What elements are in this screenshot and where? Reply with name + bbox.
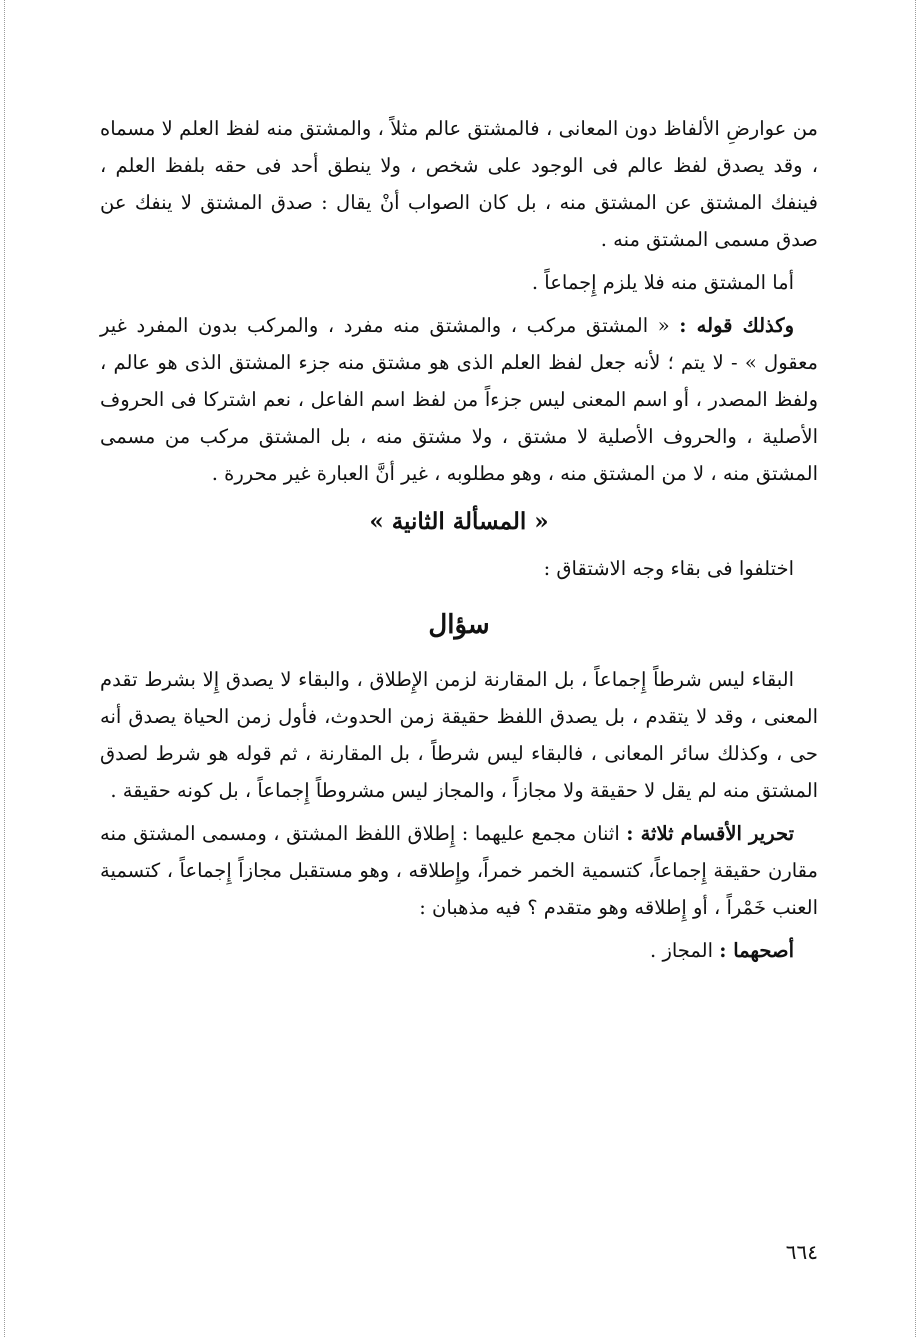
page-edge-left xyxy=(4,0,5,1337)
question-heading: سؤال xyxy=(428,610,490,640)
section-heading: « المسألة الثانية » xyxy=(369,508,549,535)
paragraph-3-lead: وكذلك قوله : xyxy=(679,314,794,337)
question-paragraph: البقاء ليس شرطاً إِجماعاً ، بل المقارنة لزمن الإِطلاق ، والبقاء لا يصدق إِلا بشرط تقدم المعنى ، وقد لا يتقدم ، بل يصدق اللفظ حقيقة زمن الحدوث، فأول زمن الحياة يصدق أنه حى ، وكذلك سائر المعانى ، فالبقاء ليس شرطاً ، بل المقارنة ، ثم قوله هو شرط لصدق المشتق منه لم يقل لا حقيقة ولا مجازاً ، والمجاز ليس مشروطاً إِجماعاً ، بل كونه حقيقة . xyxy=(100,668,818,802)
last-paragraph-lead: أصحهما : xyxy=(719,939,794,962)
tahrir-text: اثنان مجمع عليهما : إِطلاق اللفظ المشتق ، ومسمى المشتق منه مقارن حقيقة إِجماعاً، كتسمية الخمر خمراً، وإِطلاقه ، وهو مستقبل مجازاً إِجماعاً ، كتسمية العنب خَمْراً ، أو إِطلاقه وهو متقدم ؟ فيه مذهبان : xyxy=(100,822,818,919)
last-paragraph xyxy=(100,932,818,969)
paragraph-1: من عوارضِ الألفاظ دون المعانى ، فالمشتق عالم مثلاً ، والمشتق منه لفظ العلم لا مسماه ، وقد يصدق لفظ عالم فى الوجود على شخص ، ولا ينطق أحد فى حقه بلفظ العلم ، فينفك المشتق عن المشتق منه ، بل كان الصواب أنْ يقال : صدق المشتق لا ينفك عن صدق مسمى المشتق منه . xyxy=(100,117,818,251)
paragraph-3 xyxy=(100,307,818,492)
page-body xyxy=(100,110,818,969)
section-intro: اختلفوا فى بقاء وجه الاشتقاق : xyxy=(543,557,794,580)
tahrir-lead: تحرير الأقسام ثلاثة : xyxy=(626,822,794,845)
tahrir-paragraph xyxy=(100,815,818,926)
last-paragraph-text: المجاز . xyxy=(650,939,720,962)
paragraph-3-text: « المشتق مركب ، والمشتق منه مفرد ، والمركب بدون المفرد غير معقول » - لا يتم ؛ لأنه جعل لفظ العلم الذى هو مشتق منه جزء المشتق الذى هو عالم ، ولفظ المصدر ، أو اسم المعنى ليس جزءاً من لفظ اسم الفاعل ، نعم اشتركا فى الحروف الأصلية ، والحروف الأصلية لا مشتق ، ولا مشتق منه ، بل المشتق مركب من مسمى المشتق منه ، لا من المشتق منه ، وهو مطلوبه ، غير أنَّ العبارة غير محررة . xyxy=(100,314,818,485)
paragraph-2: أما المشتق منه فلا يلزم إِجماعاً . xyxy=(531,271,794,294)
page-number: ٦٦٤ xyxy=(785,1240,818,1264)
